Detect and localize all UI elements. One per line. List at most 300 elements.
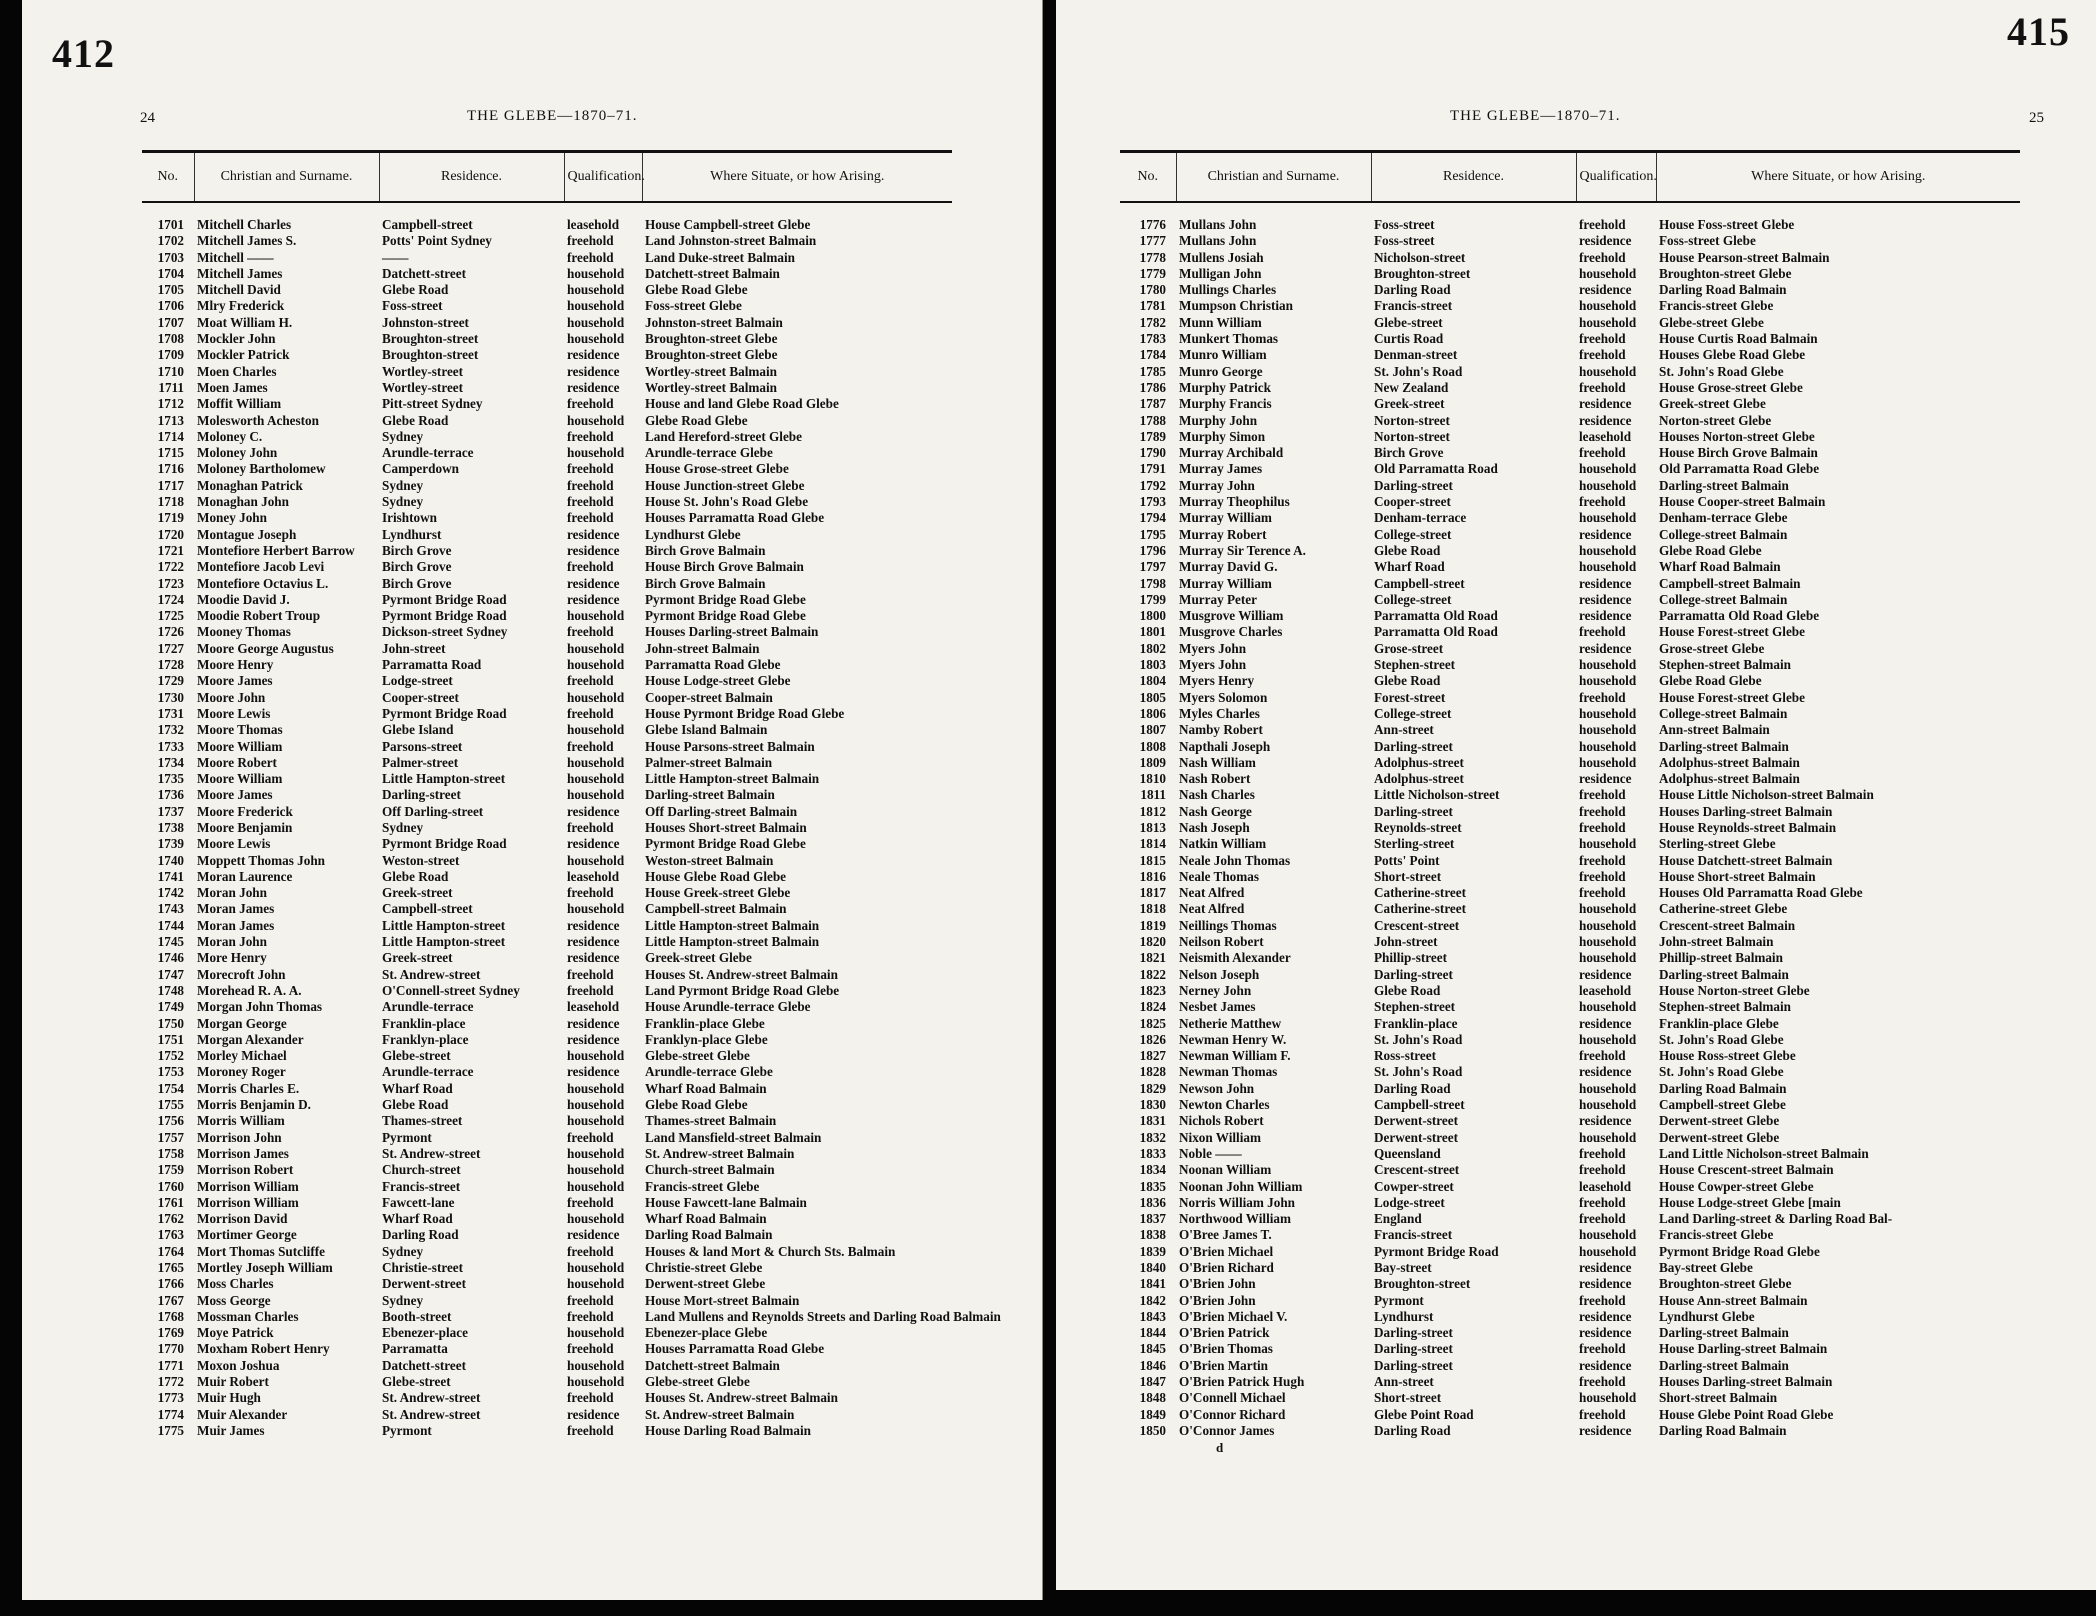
where-situate: Broughton-street Glebe: [1659, 1276, 1792, 1292]
qualification: household: [1579, 836, 1637, 852]
residence: Derwent-street: [1374, 1129, 1458, 1145]
elector-name: Newman Thomas: [1179, 1064, 1278, 1080]
table-row: [142, 657, 952, 673]
entry-number: 1849: [1139, 1406, 1166, 1422]
entry-number: 1740: [157, 852, 184, 868]
table-row: [142, 1390, 952, 1406]
where-situate: Johnston-street Balmain: [645, 314, 783, 330]
residence: Fawcett-lane: [382, 1194, 455, 1210]
table-row: [1120, 1097, 2020, 1113]
residence: Franklyn-place: [382, 1031, 469, 1047]
where-situate: St. Andrew-street Balmain: [645, 1145, 795, 1161]
elector-name: Musgrove Charles: [1179, 624, 1283, 640]
elector-name: Molesworth Acheston: [197, 412, 319, 428]
elector-name: Murray Robert: [1179, 526, 1267, 542]
elector-name: Moore Benjamin: [197, 819, 293, 835]
qualification: freehold: [1579, 624, 1626, 640]
elector-name: Montefiore Jacob Levi: [197, 559, 325, 575]
where-situate: Houses Short-street Balmain: [645, 819, 807, 835]
entry-number: 1736: [157, 787, 184, 803]
where-situate: Off Darling-street Balmain: [645, 803, 798, 819]
residence: Darling-street: [1374, 738, 1453, 754]
where-situate: House Pearson-street Balmain: [1659, 249, 1830, 265]
qualification: freehold: [1579, 249, 1626, 265]
entry-number: 1782: [1139, 314, 1166, 330]
residence: Francis-street: [1374, 1227, 1453, 1243]
elector-name: Moran John: [197, 934, 267, 950]
qualification: freehold: [1579, 494, 1626, 510]
elector-name: Neat Alfred: [1179, 885, 1245, 901]
where-situate: House and land Glebe Road Glebe: [645, 396, 839, 412]
entry-number: 1774: [157, 1406, 184, 1422]
qualification: residence: [1579, 1113, 1632, 1129]
qualification: freehold: [567, 428, 614, 444]
residence: Campbell-street: [382, 217, 473, 232]
elector-name: Myles Charles: [1179, 705, 1260, 721]
where-situate: Houses Old Parramatta Road Glebe: [1659, 885, 1863, 901]
entry-number: 1805: [1139, 689, 1166, 705]
qualification: residence: [1579, 1308, 1632, 1324]
entry-number: 1769: [157, 1325, 184, 1341]
where-situate: Thames-street Balmain: [645, 1113, 777, 1129]
where-situate: Houses Darling-street Balmain: [645, 624, 819, 640]
residence: Lodge-street: [1374, 1194, 1445, 1210]
qualification: household: [567, 754, 625, 770]
entry-number: 1829: [1139, 1080, 1166, 1096]
entry-number: 1725: [157, 608, 184, 624]
elector-name: Muir James: [197, 1422, 265, 1438]
residence: Cowper-street: [1374, 1178, 1454, 1194]
entry-number: 1728: [157, 657, 184, 673]
table-row: [142, 624, 952, 640]
qualification: freehold: [1579, 1211, 1626, 1227]
entry-number: 1724: [157, 591, 184, 607]
entry-number: 1714: [157, 428, 184, 444]
qualification: household: [567, 771, 625, 787]
where-situate: Franklin-place Glebe: [645, 1015, 765, 1031]
entry-number: 1732: [157, 722, 184, 738]
elector-name: Nixon William: [1179, 1129, 1261, 1145]
table-row: [1120, 347, 2020, 363]
entry-number: 1710: [157, 363, 184, 379]
elector-name: Moen James: [197, 379, 268, 395]
elector-name: Muir Hugh: [197, 1390, 261, 1406]
qualification: household: [1579, 265, 1637, 281]
qualification: residence: [1579, 966, 1632, 982]
table-row: [142, 771, 952, 787]
qualification: household: [1579, 510, 1637, 526]
elector-name: O'Connell Michael: [1179, 1390, 1286, 1406]
elector-name: Moore John: [197, 689, 266, 705]
residence: England: [1374, 1211, 1422, 1227]
column-header: Christian and Surname.: [1176, 152, 1371, 203]
residence: Parramatta: [382, 1341, 448, 1357]
elector-name: Moxham Robert Henry: [197, 1341, 330, 1357]
elector-name: Murray Theophilus: [1179, 494, 1290, 510]
residence: New Zealand: [1374, 379, 1449, 395]
table-row: [1120, 608, 2020, 624]
qualification: household: [567, 1325, 625, 1341]
roll-body: [1120, 202, 2020, 1439]
qualification: household: [1579, 1243, 1637, 1259]
qualification: household: [1579, 901, 1637, 917]
table-row: [1120, 967, 2020, 983]
residence: Cooper-street: [1374, 494, 1451, 510]
elector-name: Mullans John: [1179, 217, 1257, 232]
entry-number: 1722: [157, 559, 184, 575]
qualification: residence: [567, 934, 620, 950]
where-situate: House Grose-street Glebe: [645, 461, 789, 477]
qualification: household: [567, 1097, 625, 1113]
elector-name: Morley Michael: [197, 1048, 287, 1064]
entry-number: 1719: [157, 510, 184, 526]
entry-number: 1729: [157, 673, 184, 689]
qualification: residence: [567, 917, 620, 933]
elector-name: Newton Charles: [1179, 1097, 1270, 1113]
table-row: [142, 1081, 952, 1097]
table-row: [1120, 543, 2020, 559]
table-row: [142, 510, 952, 526]
entry-number: 1785: [1139, 363, 1166, 379]
entry-number: 1837: [1139, 1211, 1166, 1227]
residence: Catherine-street: [1374, 885, 1467, 901]
where-situate: House Lodge-street Glebe: [645, 673, 791, 689]
table-row: [142, 1113, 952, 1129]
entry-number: 1727: [157, 640, 184, 656]
qualification: freehold: [1579, 1048, 1626, 1064]
residence: Little Hampton-street: [382, 771, 506, 787]
where-situate: Little Hampton-street Balmain: [645, 771, 820, 787]
elector-name: Nesbet James: [1179, 999, 1256, 1015]
residence: Campbell-street: [382, 901, 473, 917]
table-row: [142, 1048, 952, 1064]
where-situate: Palmer-street Balmain: [645, 754, 773, 770]
table-row: [1120, 1325, 2020, 1341]
table-row: [142, 1309, 952, 1325]
qualification: freehold: [567, 510, 614, 526]
table-row: [142, 1341, 952, 1357]
elector-name: Morgan George: [197, 1015, 287, 1031]
table-row: [142, 298, 952, 314]
residence: Foss-street: [1374, 233, 1435, 249]
qualification: freehold: [567, 559, 614, 575]
residence: Glebe Road: [1374, 542, 1441, 558]
elector-name: Montague Joseph: [197, 526, 297, 542]
entry-number: 1789: [1139, 428, 1166, 444]
table-row: [1120, 266, 2020, 282]
elector-name: Morehead R. A. A.: [197, 982, 302, 998]
qualification: freehold: [567, 396, 614, 412]
residence: Darling Road: [1374, 1422, 1451, 1438]
where-situate: Houses St. Andrew-street Balmain: [645, 966, 838, 982]
entry-number: 1807: [1139, 722, 1166, 738]
elector-name: Moran John: [197, 885, 267, 901]
qualification: household: [1579, 1390, 1637, 1406]
where-situate: Darling-street Balmain: [1659, 1325, 1789, 1341]
table-row: [1120, 722, 2020, 738]
elector-name: Nash George: [1179, 803, 1252, 819]
where-situate: Houses Parramatta Road Glebe: [645, 510, 825, 526]
where-situate: Pyrmont Bridge Road Glebe: [645, 836, 806, 852]
table-row: [142, 885, 952, 901]
entry-number: 1845: [1139, 1341, 1166, 1357]
where-situate: Birch Grove Balmain: [645, 542, 766, 558]
residence: Glebe Road: [1374, 673, 1441, 689]
qualification: freehold: [567, 624, 614, 640]
table-row: [1120, 445, 2020, 461]
elector-name: Mitchell James S.: [197, 233, 297, 249]
table-row: [142, 1195, 952, 1211]
table-row: [1120, 1293, 2020, 1309]
qualification: household: [1579, 722, 1637, 738]
where-situate: Birch Grove Balmain: [645, 575, 766, 591]
qualification: residence: [1579, 575, 1632, 591]
entry-number: 1730: [157, 689, 184, 705]
entry-number: 1784: [1139, 347, 1166, 363]
entry-number: 1817: [1139, 885, 1166, 901]
qualification: household: [1579, 673, 1637, 689]
table-row: [1120, 771, 2020, 787]
table-row: [1120, 576, 2020, 592]
where-situate: Adolphus-street Balmain: [1659, 754, 1800, 770]
qualification: freehold: [567, 494, 614, 510]
where-situate: Houses & land Mort & Church Sts. Balmain: [645, 1243, 896, 1259]
table-row: [1120, 413, 2020, 429]
entry-number: 1720: [157, 526, 184, 542]
table-row: [1120, 233, 2020, 249]
where-situate: House Grose-street Glebe: [1659, 379, 1803, 395]
where-situate: Glebe Island Balmain: [645, 722, 768, 738]
entry-number: 1755: [157, 1097, 184, 1113]
qualification: residence: [567, 1031, 620, 1047]
residence: Cooper-street: [382, 689, 459, 705]
qualification: freehold: [1579, 217, 1626, 232]
qualification: freehold: [567, 966, 614, 982]
residence: Sydney: [382, 1292, 424, 1308]
where-situate: House Junction-street Glebe: [645, 477, 805, 493]
residence: Off Darling-street: [382, 803, 484, 819]
where-situate: Greek-street Glebe: [1659, 396, 1766, 412]
elector-name: Moore Lewis: [197, 705, 271, 721]
residence: Pyrmont Bridge Road: [382, 608, 507, 624]
residence: Norton-street: [1374, 412, 1450, 428]
entry-number: 1743: [157, 901, 184, 917]
table-row: [142, 967, 952, 983]
elector-name: Money John: [197, 510, 267, 526]
qualification: household: [567, 1162, 625, 1178]
residence: Parramatta Old Road: [1374, 624, 1498, 640]
table-row: [1120, 510, 2020, 526]
residence: Pyrmont: [382, 1129, 432, 1145]
residence: Booth-street: [382, 1308, 452, 1324]
residence: Short-street: [1374, 1390, 1442, 1406]
residence: Christie-street: [382, 1260, 464, 1275]
residence: Darling-street: [382, 787, 461, 803]
residence: Adolphus-street: [1374, 771, 1464, 787]
where-situate: Wharf Road Balmain: [645, 1211, 767, 1227]
qualification: household: [567, 282, 625, 298]
residence: Glebe Road: [382, 412, 449, 428]
qualification: household: [1579, 934, 1637, 950]
table-row: [142, 478, 952, 494]
elector-name: Nerney John: [1179, 982, 1252, 998]
entry-number: 1835: [1139, 1178, 1166, 1194]
elector-name: Mossman Charles: [197, 1308, 299, 1324]
elector-name: Natkin William: [1179, 836, 1267, 852]
where-situate: House Forest-street Glebe: [1659, 689, 1805, 705]
entry-number: 1737: [157, 803, 184, 819]
qualification: leasehold: [567, 217, 620, 232]
entry-number: 1751: [157, 1031, 184, 1047]
elector-name: Newman William F.: [1179, 1048, 1291, 1064]
elector-name: Moore William: [197, 771, 283, 787]
elector-name: Myers Solomon: [1179, 689, 1268, 705]
where-situate: Glebe-street Glebe: [1659, 314, 1764, 330]
table-row: [142, 202, 952, 233]
table-row: [1120, 739, 2020, 755]
elector-name: O'Brien Michael V.: [1179, 1308, 1288, 1324]
where-situate: Wharf Road Balmain: [1659, 559, 1781, 575]
table-row: [142, 804, 952, 820]
residence: Glebe Road: [382, 1097, 449, 1113]
residence: Parramatta Road: [382, 657, 482, 673]
where-situate: Sterling-street Glebe: [1659, 836, 1776, 852]
entry-number: 1830: [1139, 1097, 1166, 1113]
table-row: [142, 576, 952, 592]
where-situate: House Norton-street Glebe: [1659, 982, 1810, 998]
elector-name: Nash Robert: [1179, 771, 1251, 787]
entry-number: 1734: [157, 754, 184, 770]
elector-name: Murphy John: [1179, 412, 1258, 428]
where-situate: House Foss-street Glebe: [1659, 217, 1795, 232]
entry-number: 1776: [1139, 217, 1166, 232]
elector-name: Murray James: [1179, 461, 1263, 477]
residence: Datchett-street: [382, 1357, 466, 1373]
where-situate: House Parsons-street Balmain: [645, 738, 815, 754]
table-row: [142, 1130, 952, 1146]
table-row: [1120, 331, 2020, 347]
residence: Franklin-place: [382, 1015, 466, 1031]
where-situate: Darling-street Balmain: [1659, 477, 1789, 493]
elector-name: Moore George Augustus: [197, 640, 334, 656]
where-situate: Francis-street Glebe: [1659, 298, 1774, 314]
qualification: freehold: [1579, 885, 1626, 901]
elector-name: Monaghan John: [197, 494, 289, 510]
residence: Arundle-terrace: [382, 1064, 474, 1080]
where-situate: Houses St. Andrew-street Balmain: [645, 1390, 838, 1406]
where-situate: House Curtis Road Balmain: [1659, 331, 1818, 347]
where-situate: Franklin-place Glebe: [1659, 1015, 1779, 1031]
residence: Nicholson-street: [1374, 249, 1466, 265]
entry-number: 1813: [1139, 819, 1166, 835]
qualification: household: [567, 901, 625, 917]
where-situate: Glebe Road Glebe: [645, 282, 748, 298]
elector-name: Moore James: [197, 673, 273, 689]
residence: Birch Grove: [382, 575, 452, 591]
residence: Derwent-street: [1374, 1113, 1458, 1129]
elector-name: Neismith Alexander: [1179, 950, 1291, 966]
qualification: household: [567, 1080, 625, 1096]
qualification: residence: [567, 542, 620, 558]
where-situate: Bay-street Glebe: [1659, 1260, 1753, 1275]
qualification: leasehold: [1579, 1178, 1632, 1194]
table-row: [1120, 250, 2020, 266]
elector-name: Myers John: [1179, 657, 1247, 673]
table-row: [142, 347, 952, 363]
residence: Johnston-street: [382, 314, 469, 330]
residence: Birch Grove: [1374, 445, 1444, 461]
entry-number: 1801: [1139, 624, 1166, 640]
entry-number: 1726: [157, 624, 184, 640]
where-situate: Darling Road Balmain: [645, 1227, 773, 1243]
qualification: household: [567, 1048, 625, 1064]
entry-number: 1795: [1139, 526, 1166, 542]
where-situate: Francis-street Glebe: [645, 1178, 760, 1194]
residence: Little Hampton-street: [382, 934, 506, 950]
elector-name: O'Bree James T.: [1179, 1227, 1272, 1243]
qualification: household: [567, 689, 625, 705]
qualification: freehold: [567, 1194, 614, 1210]
table-row: [1120, 559, 2020, 575]
table-row: [1120, 1081, 2020, 1097]
table-row: [142, 1407, 952, 1423]
residence: Ebenezer-place: [382, 1325, 468, 1341]
entry-number: 1791: [1139, 461, 1166, 477]
qualification: household: [567, 1260, 625, 1275]
qualification: residence: [1579, 526, 1632, 542]
residence: Pyrmont Bridge Road: [382, 705, 507, 721]
qualification: freehold: [1579, 868, 1626, 884]
entry-number: 1733: [157, 738, 184, 754]
entry-number: 1787: [1139, 396, 1166, 412]
entry-number: 1757: [157, 1129, 184, 1145]
residence: St. John's Road: [1374, 1064, 1463, 1080]
table-row: [1120, 918, 2020, 934]
where-situate: Darling-street Balmain: [1659, 1357, 1789, 1373]
table-row: [142, 1260, 952, 1276]
where-situate: Ann-street Balmain: [1659, 722, 1770, 738]
where-situate: Land Mansfield-street Balmain: [645, 1129, 822, 1145]
where-situate: House Mort-street Balmain: [645, 1292, 800, 1308]
qualification: household: [567, 412, 625, 428]
entry-number: 1790: [1139, 445, 1166, 461]
qualification: residence: [567, 950, 620, 966]
where-situate: St. John's Road Glebe: [1659, 363, 1784, 379]
elector-name: Moore William: [197, 738, 283, 754]
table-row: [1120, 706, 2020, 722]
where-situate: Land Little Nicholson-street Balmain: [1659, 1145, 1869, 1161]
table-row: [1120, 885, 2020, 901]
where-situate: Darling Road Balmain: [1659, 282, 1787, 298]
table-row: [142, 934, 952, 950]
table-row: [1120, 1407, 2020, 1423]
table-row: [1120, 1130, 2020, 1146]
right-page: [1056, 0, 2096, 1590]
residence: Glebe-street: [382, 1048, 451, 1064]
qualification: residence: [1579, 1064, 1632, 1080]
elector-name: O'Brien Thomas: [1179, 1341, 1273, 1357]
entry-number: 1818: [1139, 901, 1166, 917]
qualification: leasehold: [567, 868, 620, 884]
elector-name: Mockler John: [197, 331, 276, 347]
table-row: [142, 413, 952, 429]
qualification: household: [567, 657, 625, 673]
qualification: household: [1579, 1031, 1637, 1047]
entry-number: 1809: [1139, 754, 1166, 770]
residence: Greek-street: [382, 950, 453, 966]
residence: Campbell-street: [1374, 1097, 1465, 1113]
residence: Darling-street: [1374, 1357, 1453, 1373]
